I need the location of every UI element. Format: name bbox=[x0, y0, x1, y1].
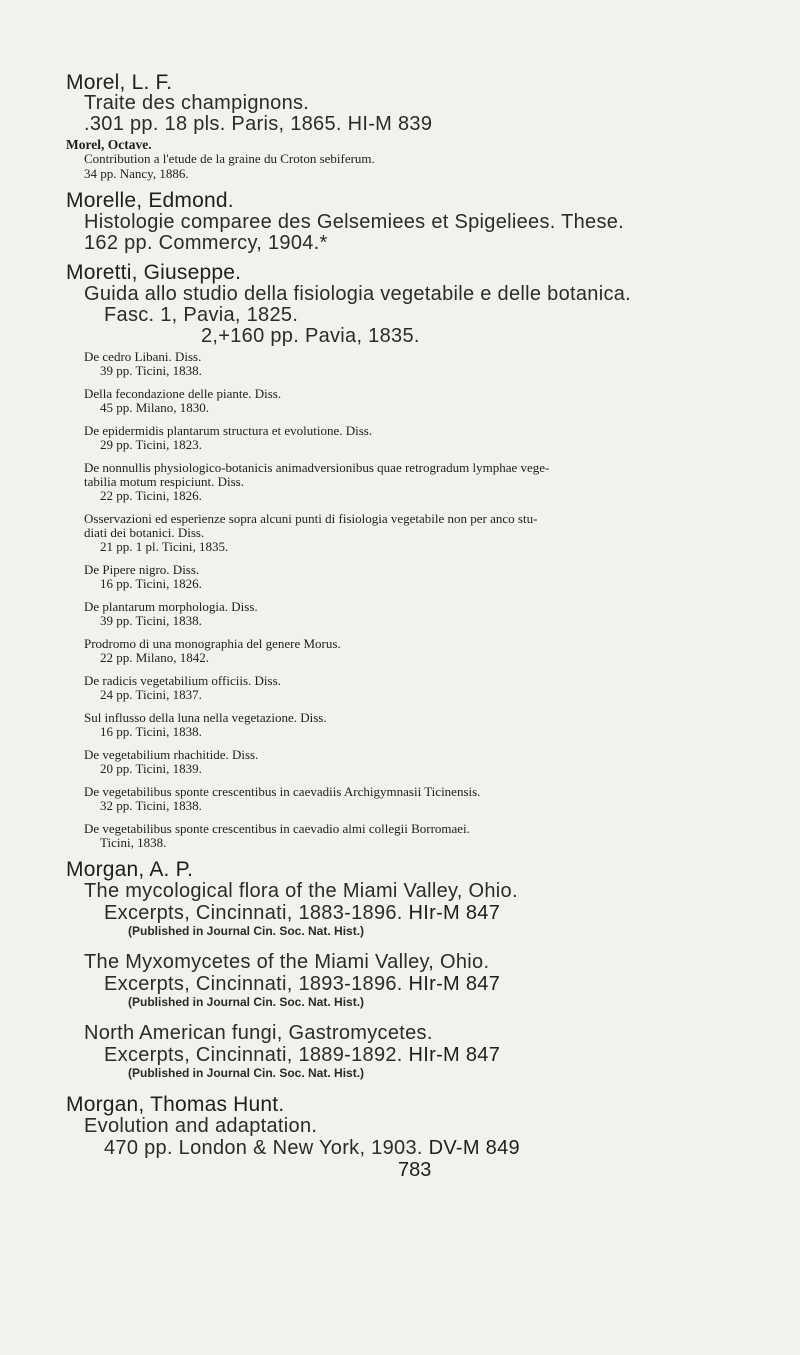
line-text: Osservazioni ed esperienze sopra alcuni punti di fisiologia vegetabile non per anco stu- bbox=[84, 511, 538, 526]
line-text: (Published in Journal Cin. Soc. Nat. Hist.) bbox=[128, 995, 365, 1009]
entry-title-line bbox=[104, 1044, 500, 1067]
subentry-line bbox=[100, 687, 202, 703]
line-text: 39 pp. Ticini, 1838. bbox=[100, 363, 202, 378]
line-text: 16 pp. Ticini, 1826. bbox=[100, 576, 202, 591]
line-text: 24 pp. Ticini, 1837. bbox=[100, 687, 202, 702]
subentry-line bbox=[100, 650, 209, 666]
line-text: Ticini, 1838. bbox=[100, 835, 167, 850]
subentry-line bbox=[84, 151, 375, 167]
line-text: 783 bbox=[398, 1159, 432, 1181]
publication-note bbox=[128, 1066, 364, 1080]
line-text: 22 pp. Ticini, 1826. bbox=[100, 488, 202, 503]
call-number: HIr-M 847 bbox=[408, 973, 501, 995]
line-text: Morel, L. F. bbox=[66, 71, 173, 94]
line-text: 470 pp. London & New York, 1903. bbox=[104, 1137, 429, 1159]
entry-author bbox=[66, 858, 193, 882]
line-text: (Published in Journal Cin. Soc. Nat. Hist.) bbox=[128, 924, 365, 938]
entry-author bbox=[66, 1093, 284, 1117]
line-text: Contribution a l'etude de la graine du Croton sebiferum. bbox=[84, 151, 375, 166]
line-text: The Myxomycetes of the Miami Valley, Ohio. bbox=[84, 951, 490, 973]
entry-title-line bbox=[84, 1115, 317, 1138]
subentry-line bbox=[100, 835, 166, 851]
line-text: 16 pp. Ticini, 1838. bbox=[100, 724, 202, 739]
entry-title-line bbox=[84, 283, 631, 306]
subentry-line bbox=[100, 761, 202, 777]
line-text: De cedro Libani. Diss. bbox=[84, 349, 202, 364]
line-text: diati dei botanici. Diss. bbox=[84, 525, 205, 540]
subentry-line bbox=[100, 724, 202, 740]
line-text: De epidermidis plantarum structura et evolutione. Diss. bbox=[84, 423, 373, 438]
entry-author bbox=[66, 261, 241, 285]
line-text: De vegetabilibus sponte crescentibus in caevadio almi collegii Borromaei. bbox=[84, 821, 470, 836]
entry-title-line bbox=[84, 113, 432, 136]
line-text: 39 pp. Ticini, 1838. bbox=[100, 613, 202, 628]
line-text: Traite des champignons. bbox=[84, 92, 310, 114]
line-text: 162 pp. Commercy, 1904.* bbox=[84, 232, 328, 254]
entry-title-line bbox=[104, 973, 500, 996]
subentry-line bbox=[100, 576, 202, 592]
line-text: Prodromo di una monographia del genere Morus. bbox=[84, 636, 341, 651]
page-number bbox=[398, 1159, 431, 1182]
line-text: Morelle, Edmond. bbox=[66, 189, 234, 212]
call-number: HIr-M 847 bbox=[408, 902, 501, 924]
line-text: Morel, Octave. bbox=[66, 137, 152, 152]
line-text: Della fecondazione delle piante. Diss. bbox=[84, 386, 282, 401]
line-text: Morgan, A. P. bbox=[66, 858, 194, 881]
entry-title-line bbox=[104, 1137, 520, 1160]
line-text: De vegetabilium rhachitide. Diss. bbox=[84, 747, 259, 762]
line-text: De vegetabilibus sponte crescentibus in caevadiis Archigymnasii Ticinensis. bbox=[84, 784, 481, 799]
subentry-line bbox=[100, 400, 209, 416]
line-text: 2,+160 pp. Pavia, 1835. bbox=[201, 325, 420, 347]
line-text: tabilia motum respiciunt. Diss. bbox=[84, 474, 244, 489]
subentry-line bbox=[100, 613, 202, 629]
entry-title-line bbox=[84, 92, 309, 115]
entry-title-line bbox=[84, 211, 624, 234]
line-text: 34 pp. Nancy, 1886. bbox=[84, 166, 189, 181]
entry-title-line bbox=[84, 232, 328, 255]
entry-title-line bbox=[84, 951, 489, 974]
subentry-line bbox=[100, 363, 202, 379]
line-text: Guida allo studio della fisiologia vegetabile e delle botanica. bbox=[84, 283, 632, 305]
entry-title-line bbox=[84, 880, 518, 903]
line-text: De Pipere nigro. Diss. bbox=[84, 562, 200, 577]
line-text: De radicis vegetabilium officiis. Diss. bbox=[84, 673, 281, 688]
line-text: Evolution and adaptation. bbox=[84, 1115, 318, 1137]
line-text: The mycological flora of the Miami Valley, Ohio. bbox=[84, 880, 518, 902]
line-text: 32 pp. Ticini, 1838. bbox=[100, 798, 202, 813]
line-text: Fasc. 1, Pavia, 1825. bbox=[104, 304, 299, 326]
line-text: 20 pp. Ticini, 1839. bbox=[100, 761, 202, 776]
line-text: 22 pp. Milano, 1842. bbox=[100, 650, 210, 665]
subentry-line bbox=[100, 539, 228, 555]
line-text: Histologie comparee des Gelsemiees et Spigeliees. These. bbox=[84, 211, 625, 233]
entry-title-line bbox=[84, 1022, 433, 1045]
line-text: .301 pp. 18 pls. Paris, 1865. HI-M 839 bbox=[84, 113, 433, 135]
line-text: Excerpts, Cincinnati, 1883-1896. bbox=[104, 902, 409, 924]
line-text: Sul influsso della luna nella vegetazione. Diss. bbox=[84, 710, 327, 725]
subentry-line bbox=[100, 798, 202, 814]
line-text: De nonnullis physiologico-botanicis animadversionibus quae retrogradum lymphae vege- bbox=[84, 460, 550, 475]
subentry-line bbox=[84, 166, 189, 182]
entry-title-line bbox=[201, 325, 420, 348]
line-text: De plantarum morphologia. Diss. bbox=[84, 599, 258, 614]
line-text: Morgan, Thomas Hunt. bbox=[66, 1093, 285, 1116]
line-text: 45 pp. Milano, 1830. bbox=[100, 400, 210, 415]
subentry-line bbox=[100, 437, 202, 453]
subentry-line bbox=[100, 488, 202, 504]
entry-author bbox=[66, 189, 234, 213]
line-text: Excerpts, Cincinnati, 1889-1892. bbox=[104, 1044, 409, 1066]
line-text: Moretti, Giuseppe. bbox=[66, 261, 242, 284]
call-number: DV-M 849 bbox=[428, 1137, 520, 1159]
publication-note bbox=[128, 995, 364, 1009]
entry-title-line bbox=[104, 304, 298, 327]
line-text: North American fungi, Gastromycetes. bbox=[84, 1022, 433, 1044]
line-text: Excerpts, Cincinnati, 1893-1896. bbox=[104, 973, 409, 995]
entry-title-line bbox=[104, 902, 500, 925]
call-number: HIr-M 847 bbox=[408, 1044, 501, 1066]
line-text: 29 pp. Ticini, 1823. bbox=[100, 437, 202, 452]
line-text: (Published in Journal Cin. Soc. Nat. Hist.) bbox=[128, 1066, 365, 1080]
line-text: 21 pp. 1 pl. Ticini, 1835. bbox=[100, 539, 229, 554]
publication-note bbox=[128, 924, 364, 938]
